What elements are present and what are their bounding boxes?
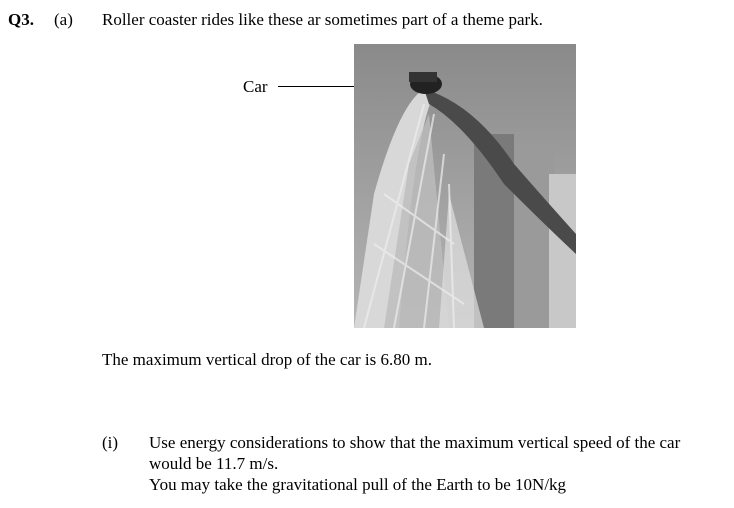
subpart-line-3: You may take the gravitational pull of the Earth to be 10N/kg [149, 475, 567, 494]
roller-coaster-photo [354, 44, 576, 328]
subpart-line-2: would be 11.7 m/s. [149, 454, 279, 473]
subpart-label: (i) [102, 433, 119, 452]
intro-text: Roller coaster rides like these ar sometimes part of a theme park. [102, 10, 543, 29]
car-label: Car [243, 77, 268, 96]
part-label: (a) [54, 10, 73, 29]
drop-statement: The maximum vertical drop of the car is 6.80 m. [102, 350, 432, 369]
subpart-line-1: Use energy considerations to show that the maximum vertical speed of the car [149, 433, 681, 452]
question-number: Q3. [8, 10, 34, 29]
